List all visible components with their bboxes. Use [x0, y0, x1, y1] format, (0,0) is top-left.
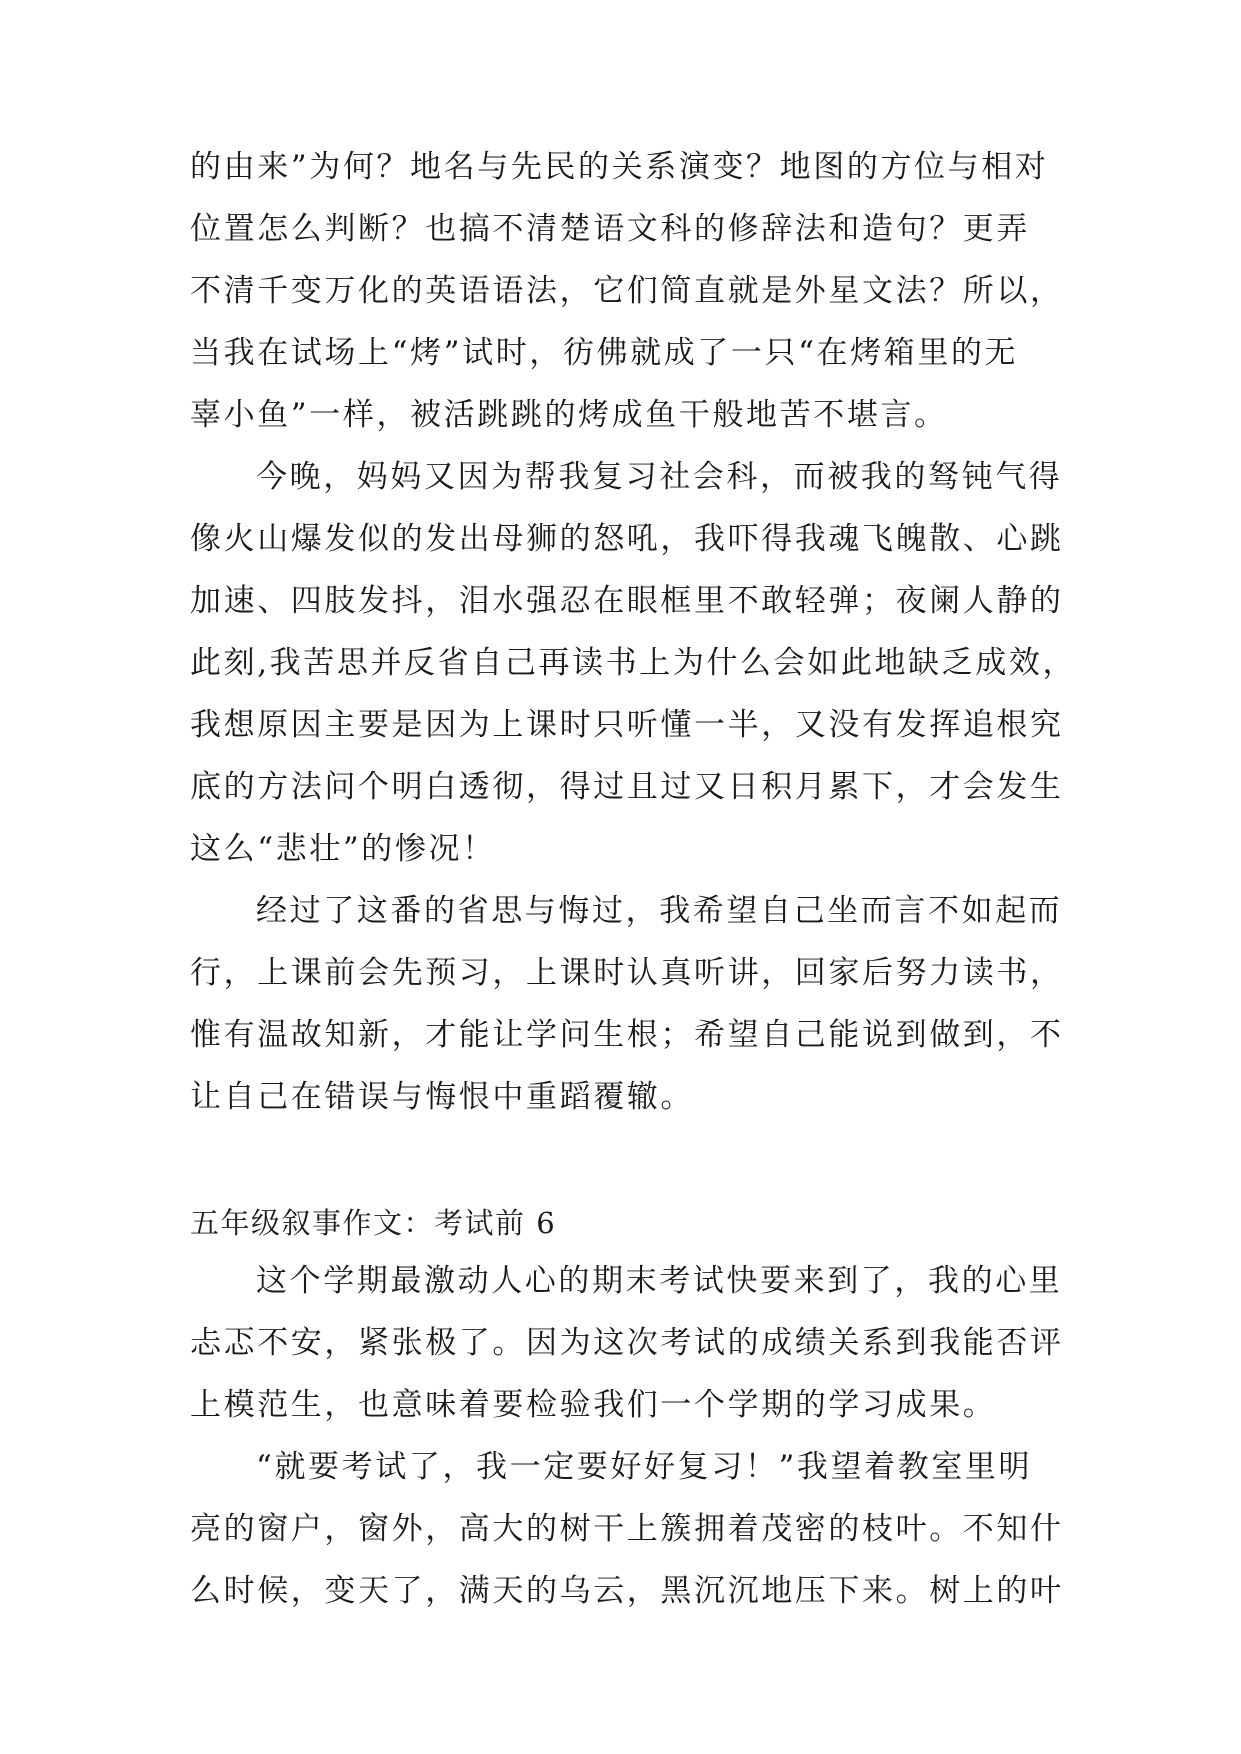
- paragraph-line: 今晚，妈妈又因为帮我复习社会科，而被我的驽钝气得: [256, 459, 1063, 495]
- paragraph-review: [190, 1436, 1064, 1622]
- paragraph-line: 这个学期最激动人心的期末考试快要来到了，我的心里: [256, 1263, 1063, 1299]
- paragraph-line: 让自己在错误与悔恨中重蹈覆辙。: [190, 1079, 694, 1115]
- paragraph-line: “就要考试了，我一定要好好复习！”我望着教室里明: [256, 1449, 1033, 1485]
- paragraph-continued: [190, 136, 1064, 446]
- paragraph-line: 底的方法问个明白透彻，得过且过又日积月累下，才会发生: [190, 769, 1064, 805]
- paragraph-reflection: [190, 880, 1064, 1128]
- paragraph-line: 此刻,我苦思并反省自己再读书上为什么会如此地缺乏成效，: [190, 645, 1077, 681]
- paragraph-line: 不清千变万化的英语语法，它们简直就是外星文法？所以，: [190, 273, 1064, 309]
- section-heading: [190, 1198, 1060, 1248]
- paragraph-line: 亮的窗户，窗外，高大的树干上簇拥着茂密的枝叶。不知什: [190, 1511, 1064, 1547]
- paragraph-line: 像火山爆发似的发出母狮的怒吼，我吓得我魂飞魄散、心跳: [190, 521, 1064, 557]
- paragraph-line: 当我在试场上“烤”试时，彷佛就成了一只“在烤箱里的无: [190, 335, 1019, 371]
- paragraph-line: 加速、四肢发抖，泪水强忍在眼框里不敢轻弹；夜阑人静的: [190, 583, 1064, 619]
- paragraph-line: 惟有温故知新，才能让学问生根；希望自己能说到做到，不: [190, 1017, 1064, 1053]
- paragraph-line: 经过了这番的省思与悔过，我希望自己坐而言不如起而: [256, 893, 1063, 929]
- paragraph-line: 的由来”为何？地名与先民的关系演变？地图的方位与相对: [190, 149, 1049, 185]
- paragraph-line: 我想原因主要是因为上课时只听懂一半，又没有发挥追根究: [190, 707, 1064, 743]
- paragraph-line: 忐忑不安，紧张极了。因为这次考试的成绩关系到我能否评: [190, 1325, 1064, 1361]
- section-title: 五年级叙事作文：考试前 6: [190, 1206, 557, 1240]
- paragraph-line: 行，上课前会先预习，上课时认真听讲，回家后努力读书，: [190, 955, 1064, 991]
- paragraph-line: 辜小鱼”一样，被活跳跳的烤成鱼干般地苦不堪言。: [190, 397, 948, 433]
- paragraph-line: 上模范生，也意味着要检验我们一个学期的学习成果。: [190, 1387, 997, 1423]
- paragraph-line: 位置怎么判断？也搞不清楚语文科的修辞法和造句？更弄: [190, 211, 1030, 247]
- paragraph-line: 这么“悲壮”的惨况！: [190, 831, 496, 867]
- paragraph-tonight: [190, 446, 1077, 880]
- paragraph-exam-coming: [190, 1250, 1064, 1436]
- paragraph-line: 么时候，变天了，满天的乌云，黑沉沉地压下来。树上的叶: [190, 1573, 1064, 1609]
